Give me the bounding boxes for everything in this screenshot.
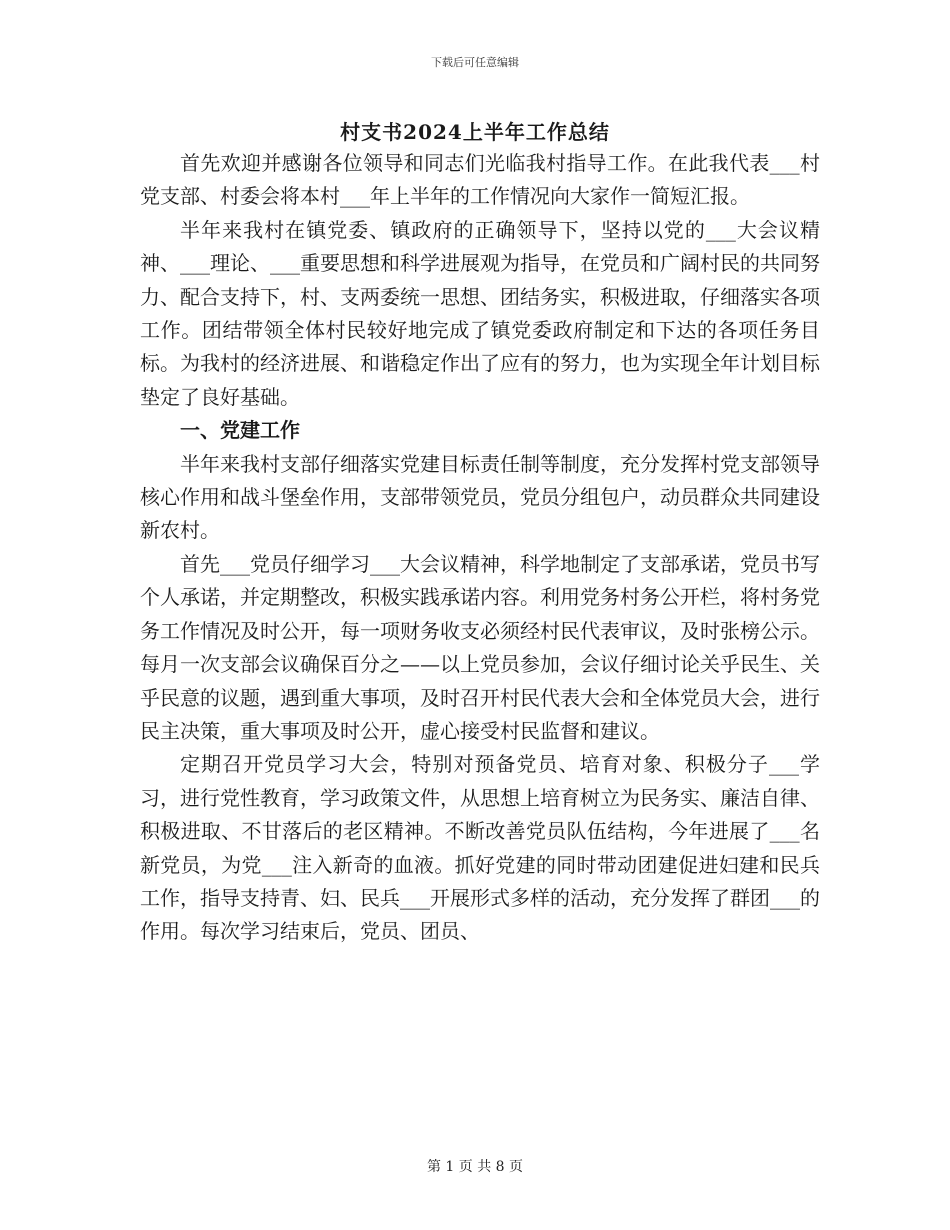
paragraph-intro: 首先欢迎并感谢各位领导和同志们光临我村指导工作。在此我代表___村党支部、村委会将本村___年上半年的工作情况向大家作一简短汇报。 bbox=[140, 151, 820, 209]
document-body bbox=[140, 147, 820, 949]
paragraph-overview: 半年来我村在镇党委、镇政府的正确领导下，坚持以党的___大会议精神、___理论、___重要思想和科学进展观为指导，在党员和广阔村民的共同努力、配合支持下，村、支两委统一思想、团结务实，积极进取，仔细落实各项工作。团结带领全体村民较好地完成了镇党委政府制定和下达的各项任务目标。为我村的经济进展、和谐稳定作出了应有的努力，也为实现全年计划目标垫定了良好基础。 bbox=[140, 217, 820, 409]
page-number-footer: 第 1 页 共 8 页 bbox=[426, 1159, 524, 1175]
header-note: 下载后可任意编辑 bbox=[431, 56, 519, 69]
paragraph-party-3: 定期召开党员学习大会，特别对预备党员、培育对象、积极分子___学习，进行党性教育，学习政策文件，从思想上培育树立为民务实、廉洁自律、积极进取、不甘落后的老区精神。不断改善党员队伍结构，今年进展了___名新党员，为党___注入新奇的血液。抓好党建的同时带动团建促进妇建和民兵工作，指导支持青、妇、民兵___开展形式多样的活动，充分发挥了群团___的作用。每次学习结束后，党员、团员、 bbox=[140, 752, 820, 944]
paragraph-party-1: 半年来我村支部仔细落实党建目标责任制等制度，充分发挥村党支部领导核心作用和战斗堡垒作用，支部带领党员，党员分组包户，动员群众共同建设新农村。 bbox=[140, 451, 820, 543]
section-heading-party-building: 一、党建工作 bbox=[180, 418, 300, 443]
paragraph-party-2: 首先___党员仔细学习___大会议精神，科学地制定了支部承诺，党员书写个人承诺，并定期整改，积极实践承诺内容。利用党务村务公开栏，将村务党务工作情况及时公开，每一项财务收支必须经村民代表审议，及时张榜公示。每月一次支部会议确保百分之——以上党员参加，会议仔细讨论关乎民生、关乎民意的议题，遇到重大事项，及时召开村民代表大会和全体党员大会，进行民主决策，重大事项及时公开，虚心接受村民监督和建议。 bbox=[140, 551, 820, 743]
page-title: 村支书2024上半年工作总结 bbox=[340, 120, 610, 144]
